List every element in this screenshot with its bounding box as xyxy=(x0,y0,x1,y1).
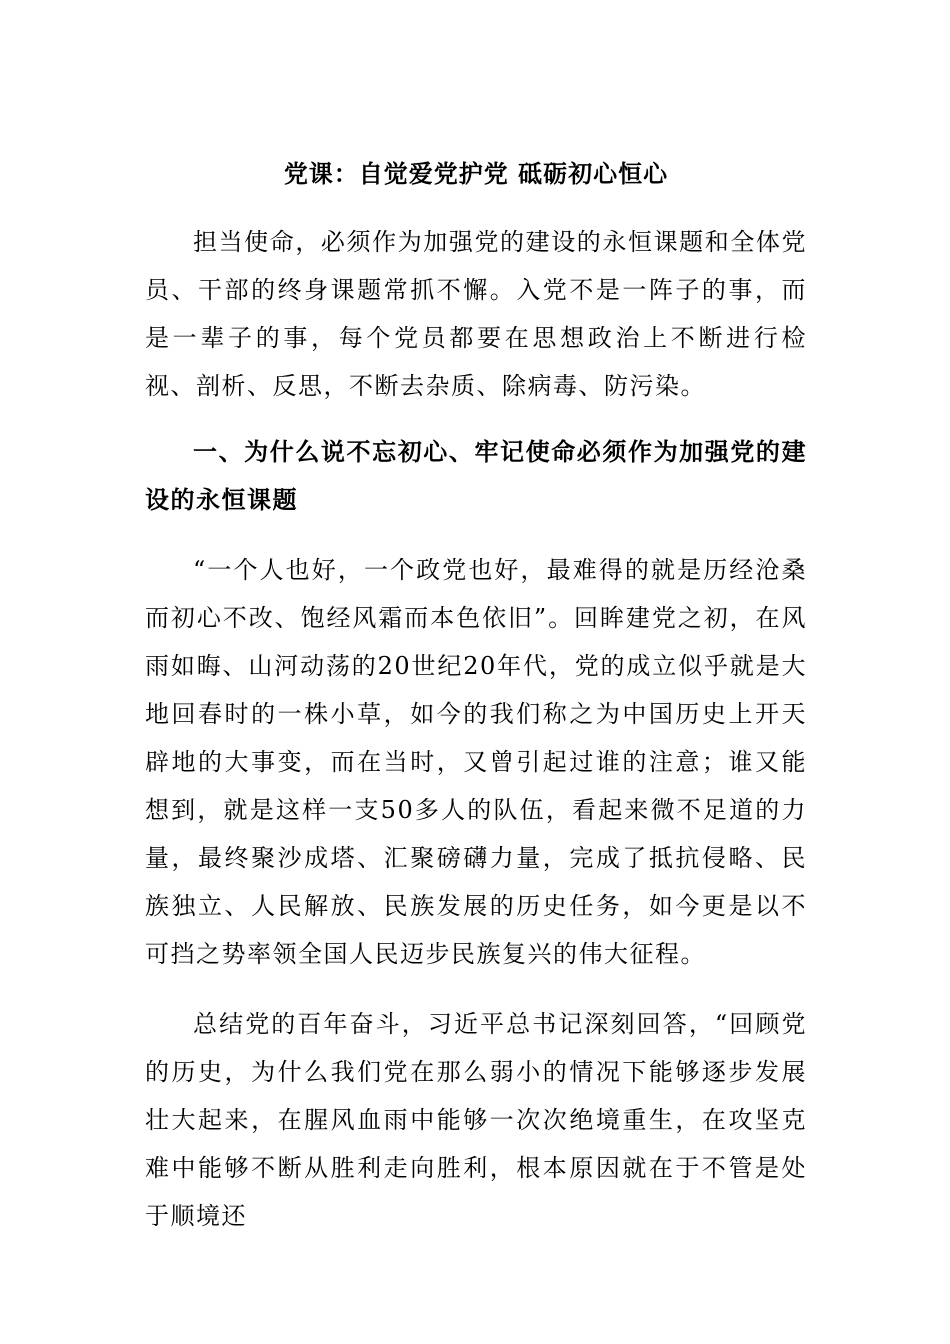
summary-paragraph: 总结党的百年奋斗，习近平总书记深刻回答，“回顾党的历史，为什么我们党在那么弱小的情况下能够逐步发展壮大起来，在腥风血雨中能够一次次绝境重生，在攻坚克难中能够不断从胜利走向胜利，根本原因就在于不管是处于顺境还 xyxy=(145,1010,807,1230)
document-title: 党课：自觉爱党护党 砥砺初心恒心 xyxy=(283,159,669,188)
intro-paragraph: 担当使命，必须作为加强党的建设的永恒课题和全体党员、干部的终身课题常抓不懈。入党不是一阵子的事，而是一辈子的事，每个党员都要在思想政治上不断进行检视、剖析、反思，不断去杂质、除病毒、防污染。 xyxy=(145,228,807,400)
section-heading: 一、为什么说不忘初心、牢记使命必须作为加强党的建设的永恒课题 xyxy=(145,437,807,514)
quote-paragraph: “一个人也好，一个政党也好，最难得的就是历经沧桑而初心不改、饱经风霜而本色依旧”。回眸建党之初，在风雨如晦、山河动荡的20世纪20年代，党的成立似乎就是大地回春时的一株小草，如今的我们称之为中国历史上开天辟地的大事变，而在当时，又曾引起过谁的注意；谁又能想到，就是这样一支50多人的队伍，看起来微不足道的力量，最终聚沙成塔、汇聚磅礴力量，完成了抵抗侵略、民族独立、人民解放、民族发展的历史任务，如今更是以不可挡之势率领全国人民迈步民族复兴的伟大征程。 xyxy=(145,556,807,968)
document-body xyxy=(145,152,807,1240)
